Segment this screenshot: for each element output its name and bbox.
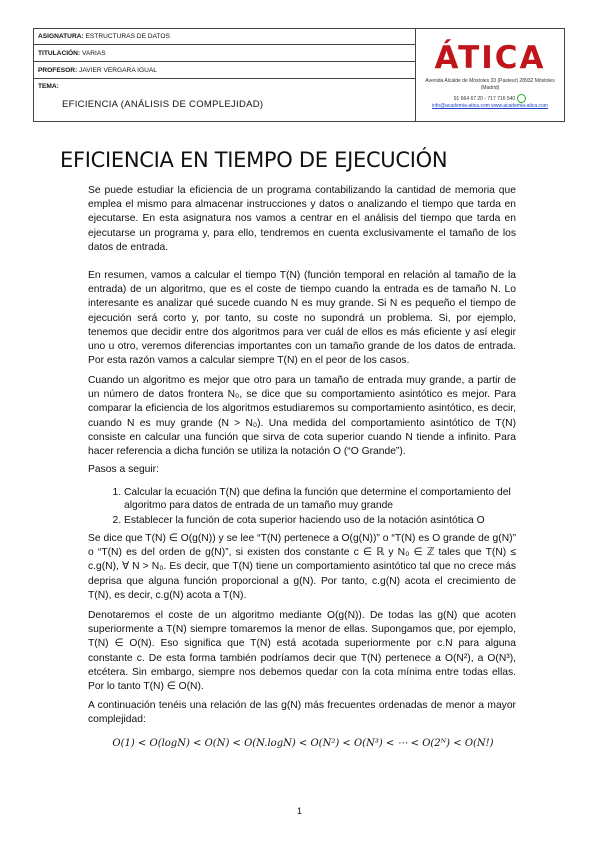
paragraph-summary: En resumen, vamos a calcular el tiempo T(N) (función temporal en relación al tamaño de la entrada) de un algoritmo, que es el coste de tiempo cuando la entrada es de tamaño N. Lo interesante es analizar qué sucede cuando N es muy grande. Si N es pequeño el tiempo de ejecución será corto y, por tanto, su coste no supondrá un problema. Si, por ejemplo, tenemos que decidir entre dos algoritmos para ver cuál de ellos es más eficiente y así elegir uno u otro, veremos diferencias importantes con un tamaño grande de los datos de entrada. Por esta razón vamos a calcular siempre T(N) en el peor de los casos. <box>88 270 516 367</box>
page-title: EFICIENCIA EN TIEMPO DE EJECUCIÓN <box>60 148 448 172</box>
profesor-label: PROFESOR: <box>38 66 78 74</box>
page-number: 1 <box>296 806 302 816</box>
paragraph-intro: Se puede estudiar la eficiencia de un programa contabilizando la cantidad de memoria que emplea el mismo para almacenar instrucciones y datos o analizando el tiempo que tarda en ejecutarse. En esta asignatura nos vamos a centrar en el análisis del tiempo que tarda en ejecutarse un programa y, para ello, tendremos en cuenta exclusivamente el tamaño de los datos de entrada. <box>88 185 516 253</box>
document-header <box>33 28 565 122</box>
contact-info <box>420 78 560 109</box>
steps-list <box>88 486 552 529</box>
paragraph-relation: A continuación tenéis una relación de las g(N) más frecuentes ordenadas de menor a mayor complejidad: <box>88 700 516 726</box>
profesor-cell <box>34 62 416 79</box>
step-item: 1. Calcular la ecuación T(N) que defina la función que determine el comportamiento del algoritmo para datos de entrada de un tamaño muy grande <box>124 486 552 512</box>
tema-label: TEMA: <box>38 83 59 90</box>
paragraph-notation: Denotaremos el coste de un algoritmo mediante O(g(N)). De todas las g(N) que acoten superiormente a T(N) siempre tomaremos la menor de ellas. Supongamos que, por ejemplo, T(N) ∈ O(N). Eso significa que T(N) está acotada superiormente por c.N para alguna constante c. De esta forma también podríamos decir que T(N) pertenece a O(N²), a O(N³), etcétera. Sin embargo, siempre nos debemos quedar con la cota mínima entre todas ellas. Por lo tanto T(N) ∈ O(N). <box>88 610 516 693</box>
paragraph-definition: Se dice que T(N) ∈ O(g(N)) y se lee “T(N) pertenece a O(g(N))” o “T(N) es O grande de g(N)” o “T(N) es del orden de g(N)”, si existen dos constante c ∈ ℝ y N₀ ∈ ℤ tales que T(N) ≤ c.g(N), ∀ N > N₀. Es decir, que T(N) tiene un comportamiento asintótico tal que no crece más deprisa que alguna función proporcional a g(N). Por tanto, c.g(N) acota el crecimiento de T(N), es decir, c.g(N) acota a T(N). <box>88 533 516 601</box>
tema-value: EFICIENCIA (ANÁLISIS DE COMPLEJIDAD) <box>62 99 264 110</box>
tema-cell <box>34 79 416 122</box>
titulacion-cell <box>34 45 416 62</box>
atica-logo: ÁTICA <box>434 40 546 77</box>
address-line: Avenida Alcalde de Móstoles 33 (Pasteur) 28932 Móstoles (Madrid) <box>425 78 555 91</box>
whatsapp-icon <box>517 94 526 103</box>
complexity-formula: O(1) < O(logN) < O(N) < O(N.logN) < O(N²) < O(N³) < ⋯ < O(2ᴺ) < O(N!) <box>112 738 494 749</box>
logo-cell <box>416 29 565 122</box>
asignatura-cell <box>34 29 416 45</box>
asignatura-value: ESTRUCTURAS DE DATOS <box>85 33 170 40</box>
contact-links[interactable]: info@academia-atica.com www.academia-atica.com <box>432 103 548 110</box>
titulacion-value: VARIAS <box>81 49 106 57</box>
titulacion-label: TITULACIÓN: <box>38 49 81 57</box>
steps-heading: Pasos a seguir: <box>88 464 159 475</box>
step-item: 2. Establecer la función de cota superior haciendo uso de la notación asintótica O <box>124 514 552 527</box>
phone-line: 91 664 67 20 - 717 716 540 <box>453 96 516 103</box>
profesor-value: JAVIER VERGARA IGUAL <box>79 66 157 74</box>
paragraph-asymptotic: Cuando un algoritmo es mejor que otro para un tamaño de entrada muy grande, a partir de un número de datos frontera N₀, se dice que su comportamiento asintótico es mejor. Para comparar la eficiencia de los algoritmos estudiaremos su comportamiento asintótico, es decir, cuando N es muy grande (N > N₀). Una medida del comportamiento asintótico de T(N) consiste en calcular una función que sirva de cota superior cuando N tiende a infinito. Para hacer referencia a dicha función se utiliza la notación O (“O Grande”). <box>88 375 516 458</box>
asignatura-label: ASIGNATURA: <box>38 33 84 40</box>
